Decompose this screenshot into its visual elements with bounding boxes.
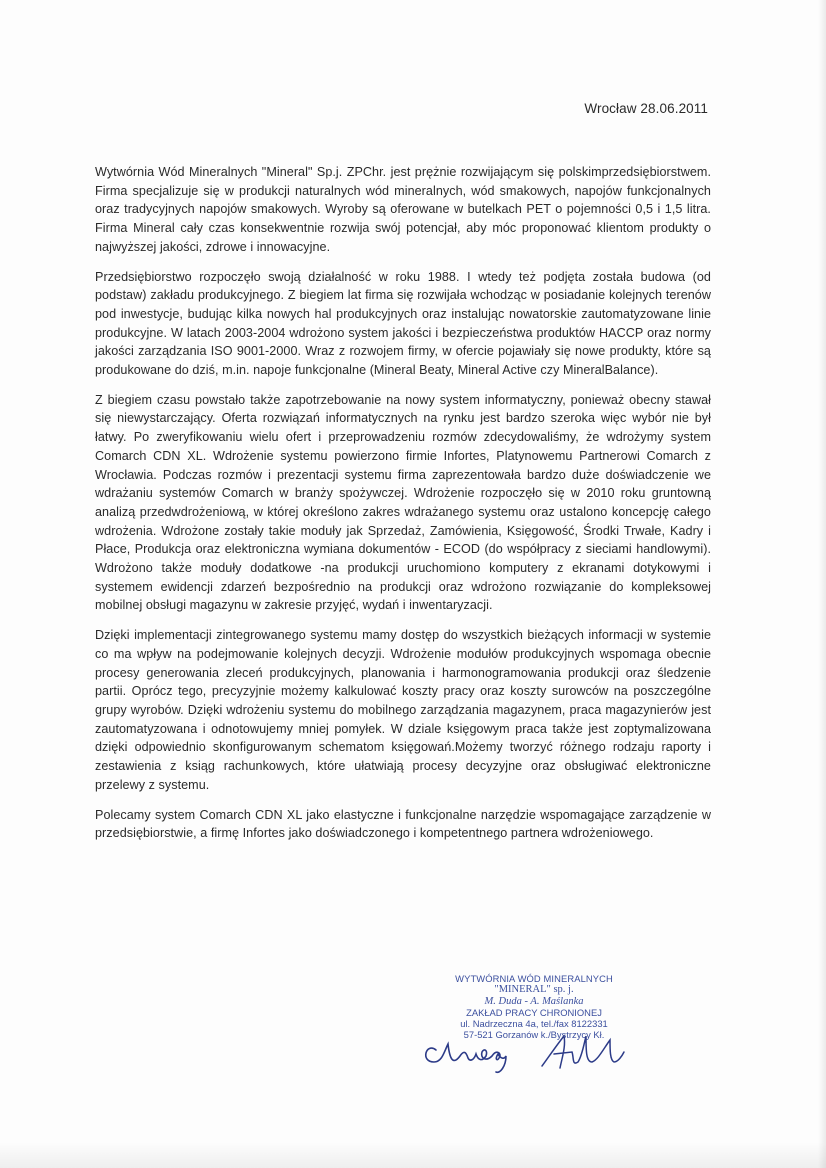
paragraph-benefits: Dzięki implementacji zintegrowanego systemu mamy dostęp do wszystkich bieżących informacji w systemie co ma wpływ na podejmowanie kolejnych decyzji. Wdrożenie modułów produkcyjnych wspomaga obecnie procesy generowania zleceń produkcyjnych, planowania i harmonogramowania produkcji oraz śledzenie partii. Oprócz tego, precyzyjnie możemy kalkulować koszty pracy oraz koszty surowców na poszczególne grupy wyrobów. Dzięki wdrożeniu systemu do mobilnego zarządzania magazynem, praca magazynierów jest zautomatyzowana i odnotowujemy mniej pomyłek. W dziale księgowym praca także jest zoptymalizowana dzięki odpowiednio skonfigurowanym schematom księgowań.Możemy tworzyć różnego rodzaju raporty i zestawienia z ksiąg rachunkowych, które ułatwiają procesy decyzyjne oraz obsługiwać elektroniczne przelewy z systemu. [95, 628, 711, 792]
page-edge-shadow [818, 0, 826, 1168]
letter-date: Wrocław 28.06.2011 [584, 101, 708, 116]
stamp-line-company: WYTWÓRNIA WÓD MINERALNYCH [455, 973, 613, 984]
stamp-line-owners: M. Duda - A. Maślanka [484, 995, 584, 1007]
stamp-line-type: ZAKŁAD PRACY CHRONIONEJ [466, 1006, 602, 1018]
signature-maslanka [542, 1036, 624, 1068]
stamp-line-city: 57-521 Gorzanów k./Bystrzycy Kł. [463, 1029, 605, 1041]
paragraph-history: Przedsiębiorstwo rozpoczęło swoją działalność w roku 1988. I wtedy też podjęta została budowa (od podstaw) zakładu produkcyjnego. Z biegiem lat firma się rozwijała wchodząc w posiadanie kolejnych terenów pod inwestycje, budując kilka nowych hal produkcyjnych oraz instalując nowatorskie zautomatyzowane linie produkcyjne. W latach 2003-2004 wdrożono system jakości i bezpieczeństwa produktów HACCP oraz normy jakości zarządzania ISO 9001-2000. Wraz z rozwojem firmy, w ofercie pojawiały się nowe produkty, które są produkowane do dziś, m.in. napoje funkcjonalne (Mineral Beaty, Mineral Active czy MineralBalance). [95, 269, 711, 378]
paragraph-system-selection: Z biegiem czasu powstało także zapotrzebowanie na nowy system informatyczny, ponieważ obecny stawał się niewystarczający. Oferta rozwiązań informatycznych na rynku jest bardzo szeroka więc wybór nie był łatwy. Po zweryfikowaniu wielu ofert i przeprowadzeniu rozmów zdecydowaliśmy, że wdrożymy system Comarch CDN XL. Wdrożenie systemu powierzono firmie Infortes, Platynowemu Partnerowi Comarch z Wrocławia. Podczas rozmów i prezentacji systemu firma zaprezentowała bardzo duże doświadczenie we wdrażaniu systemów Comarch w branży spożywczej. Wdrożenie rozpoczęło się w 2010 roku gruntowną analizą przedwdrożeniową, w której określono zakres wdrażanego systemu oraz ustalono koncepcję całego wdrożenia. Wdrożone zostały takie moduły jak Sprzedaż, Zamówienia, Księgowość, Środki Trwałe, Kadry i Płace, Produkcja oraz elektroniczna wymiana dokumentów - ECOD (do współpracy z sieciami handlowymi). Wdrożono także moduły dodatkowe -na produkcji uruchomiono komputery z ekranami dotykowymi i systemem ewidencji zdarzeń bezpośrednio na produkcji oraz wdrożono rozwiązanie do kompleksowej mobilnej obsługi magazynu w zakresie przyjęć, wydań i inwentaryzacji. [95, 392, 711, 613]
signature-duda [426, 1044, 506, 1072]
stamp-line-address: ul. Nadrzeczna 4a, tel./fax 8122331 [460, 1018, 608, 1030]
letter-body [95, 163, 711, 854]
page-bottom-shadow [0, 1142, 826, 1168]
handwritten-signatures [414, 1022, 644, 1078]
paragraph-company-intro: Wytwórnia Wód Mineralnych "Mineral" Sp.j. ZPChr. jest prężnie rozwijającym się polskimprzedsiębiorstwem. Firma specjalizuje się w produkcji naturalnych wód mineralnych, wód smakowych, napojów funkcjonalnych oraz tradycyjnych napojów smakowych. Wyroby są oferowane w butelkach PET o pojemności 0,5 i 1,5 litra. Firma Mineral cały czas konsekwentnie rozwija swój potencjał, aby móc proponować klientom produkty o najwyższej jakości, zdrowe i innowacyjne. [95, 165, 711, 254]
paragraph-recommendation: Polecamy system Comarch CDN XL jako elastyczne i funkcjonalne narzędzie wspomagające zarządzenie w przedsiębiorstwie, a firmę Infortes jako doświadczonego i kompetentnego partnera wdrożeniowego. [95, 807, 711, 841]
stamp-line-name: "MINERAL" sp. j. [494, 984, 574, 996]
